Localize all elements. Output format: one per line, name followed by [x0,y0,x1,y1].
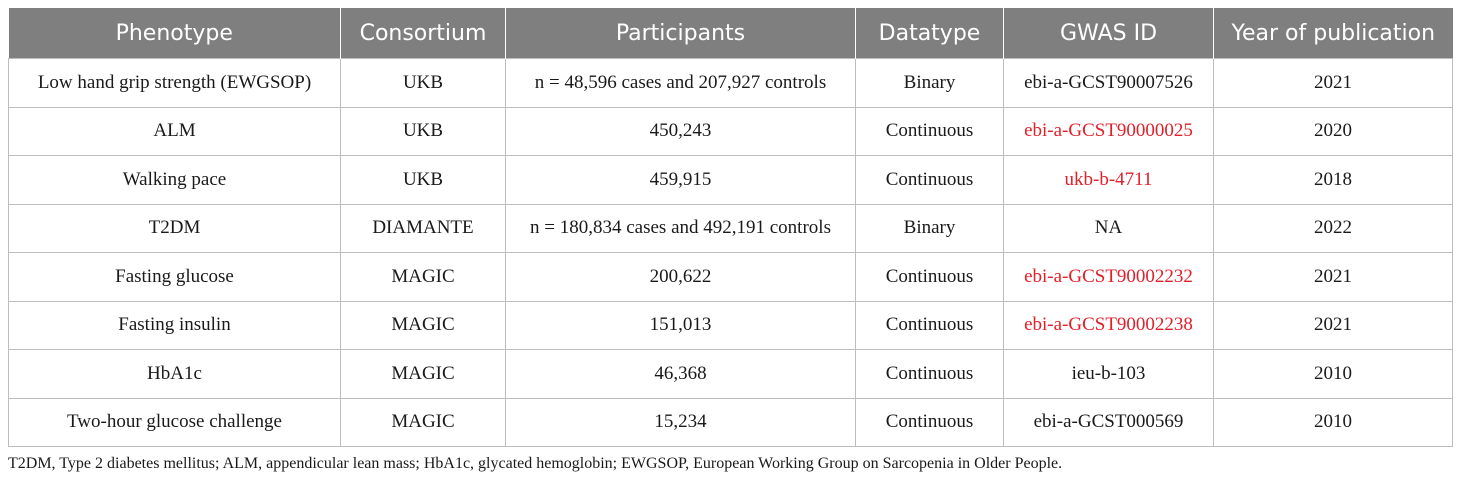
cell-participants: 46,368 [506,350,856,399]
cell-datatype: Continuous [856,253,1004,302]
cell-datatype: Continuous [856,350,1004,399]
cell-participants: 459,915 [506,156,856,205]
cell-phenotype: Fasting insulin [9,301,341,350]
cell-phenotype: T2DM [9,204,341,253]
cell-year: 2022 [1214,204,1453,253]
table-row [9,301,1453,350]
table-header-row [9,8,1453,59]
cell-datatype: Binary [856,204,1004,253]
header-datatype: Datatype [856,8,1004,59]
cell-gwas-id[interactable]: ebi-a-GCST90002232 [1004,253,1214,302]
cell-year: 2021 [1214,301,1453,350]
cell-phenotype: ALM [9,107,341,156]
table-row [9,156,1453,205]
cell-phenotype: HbA1c [9,350,341,399]
table-row [9,350,1453,399]
cell-year: 2018 [1214,156,1453,205]
cell-consortium: UKB [341,156,506,205]
cell-participants: 151,013 [506,301,856,350]
cell-gwas-id[interactable]: ukb-b-4711 [1004,156,1214,205]
cell-consortium: UKB [341,59,506,108]
cell-consortium: MAGIC [341,350,506,399]
table-footnote: T2DM, Type 2 diabetes mellitus; ALM, appendicular lean mass; HbA1c, glycated hemoglobin; EWGSOP, European Working Group on Sarcopenia in Older People. [8,455,1063,472]
cell-consortium: UKB [341,107,506,156]
table-row [9,398,1453,447]
gwas-summary-table [8,8,1453,447]
table-row [9,253,1453,302]
cell-consortium: MAGIC [341,301,506,350]
cell-year: 2020 [1214,107,1453,156]
cell-year: 2021 [1214,59,1453,108]
header-gwas-id: GWAS ID [1004,8,1214,59]
table-body [9,59,1453,447]
table-row [9,204,1453,253]
cell-year: 2010 [1214,350,1453,399]
cell-phenotype: Two-hour glucose challenge [9,398,341,447]
cell-participants: 450,243 [506,107,856,156]
header-consortium: Consortium [341,8,506,59]
header-participants: Participants [506,8,856,59]
cell-consortium: MAGIC [341,253,506,302]
cell-consortium: DIAMANTE [341,204,506,253]
cell-gwas-id: ebi-a-GCST90007526 [1004,59,1214,108]
cell-gwas-id: ebi-a-GCST000569 [1004,398,1214,447]
cell-gwas-id: NA [1004,204,1214,253]
header-year: Year of publication [1214,8,1453,59]
cell-participants: n = 180,834 cases and 492,191 controls [506,204,856,253]
table-row [9,59,1453,108]
cell-year: 2010 [1214,398,1453,447]
cell-participants: 15,234 [506,398,856,447]
cell-year: 2021 [1214,253,1453,302]
cell-phenotype: Low hand grip strength (EWGSOP) [9,59,341,108]
cell-phenotype: Fasting glucose [9,253,341,302]
gwas-table-container [8,8,1452,447]
cell-gwas-id[interactable]: ebi-a-GCST90002238 [1004,301,1214,350]
cell-consortium: MAGIC [341,398,506,447]
cell-gwas-id: ieu-b-103 [1004,350,1214,399]
cell-datatype: Continuous [856,398,1004,447]
cell-datatype: Continuous [856,107,1004,156]
cell-datatype: Continuous [856,301,1004,350]
cell-phenotype: Walking pace [9,156,341,205]
cell-datatype: Continuous [856,156,1004,205]
table-row [9,107,1453,156]
cell-datatype: Binary [856,59,1004,108]
cell-participants: 200,622 [506,253,856,302]
cell-participants: n = 48,596 cases and 207,927 controls [506,59,856,108]
cell-gwas-id[interactable]: ebi-a-GCST90000025 [1004,107,1214,156]
header-phenotype: Phenotype [9,8,341,59]
